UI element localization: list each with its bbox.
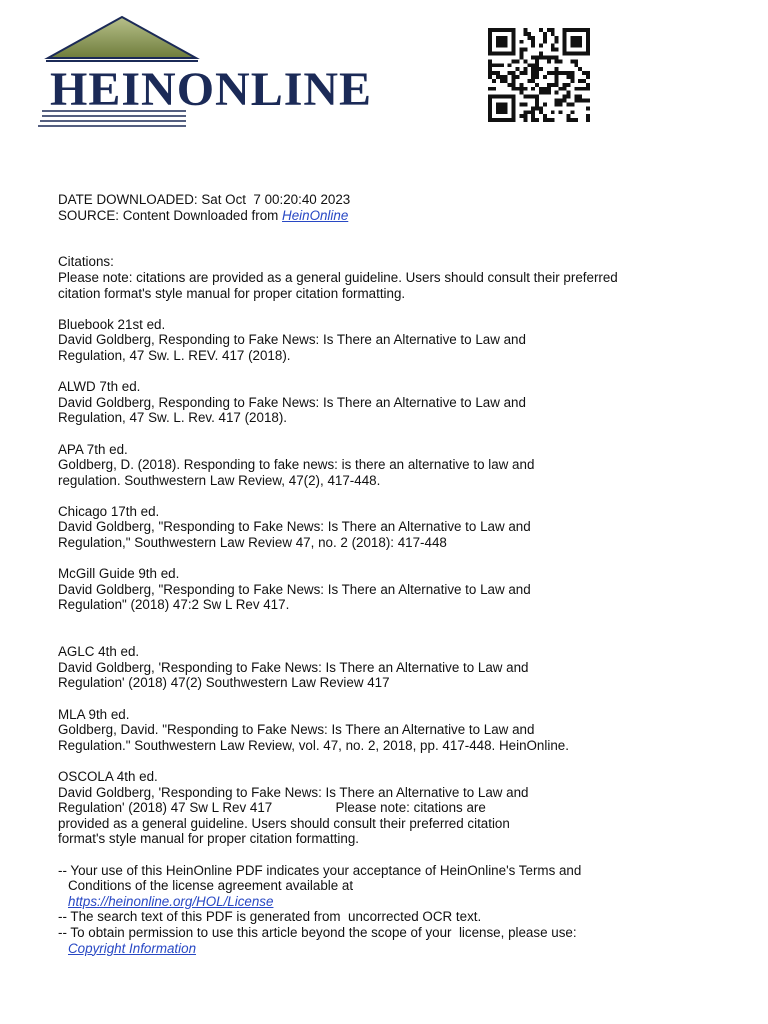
citation-text: Regulation, 47 Sw. L. Rev. 417 (2018). (58, 410, 288, 426)
citation-text: Goldberg, D. (2018). Responding to fake news: is there an alternative to law and (58, 457, 535, 473)
citation-text: format's style manual for proper citation formatting. (58, 831, 359, 847)
citation-style: APA 7th ed. (58, 441, 128, 457)
date-downloaded: DATE DOWNLOADED: Sat Oct 7 00:20:40 2023 (58, 192, 351, 207)
citation-style: MLA 9th ed. (58, 706, 130, 722)
citation-style: OSCOLA 4th ed. (58, 768, 158, 784)
citation-text: regulation. Southwestern Law Review, 47(2), 417-448. (58, 472, 381, 488)
copyright-information-link[interactable]: Copyright Information (68, 940, 197, 956)
license-link[interactable]: https://heinonline.org/HOL/License (68, 893, 274, 909)
citation-text: Regulation." Southwestern Law Review, vol. 47, no. 2, 2018, pp. 417-448. HeinOnline. (58, 737, 569, 753)
terms-line: Conditions of the license agreement available at (68, 878, 354, 894)
citation-text: Regulation," Southwestern Law Review 47, no. 2 (2018): 417-448 (58, 535, 447, 551)
terms-line: -- Your use of this HeinOnline PDF indicates your acceptance of HeinOnline's Terms and (58, 862, 582, 878)
svg-text:HEINONLINE: HEINONLINE (50, 63, 373, 116)
terms-line: -- The search text of this PDF is generated from uncorrected OCR text. (58, 909, 482, 925)
citation-style: ALWD 7th ed. (58, 379, 141, 395)
source-line (58, 208, 738, 224)
citation-text: David Goldberg, 'Responding to Fake News: Is There an Alternative to Law and (58, 659, 529, 675)
citation-text: Regulation" (2018) 47:2 Sw L Rev 417. (58, 597, 290, 613)
heinonline-logo-graphic (36, 14, 428, 132)
citation-text: David Goldberg, "Responding to Fake News: Is There an Alternative to Law and (58, 581, 531, 597)
heinonline-logo (36, 14, 428, 132)
qr-code-icon (487, 28, 591, 122)
heinonline-link[interactable]: HeinOnline (282, 207, 349, 223)
document-body (58, 192, 738, 956)
citation-text: David Goldberg, 'Responding to Fake News: Is There an Alternative to Law and (58, 784, 529, 800)
citations-note-line: Please note: citations are provided as a general guideline. Users should consult their preferred (58, 269, 618, 285)
citation-text: provided as a general guideline. Users should consult their preferred citation (58, 815, 510, 831)
citations-note-line: citation format's style manual for proper citation formatting. (58, 285, 406, 301)
license-link-line (58, 894, 738, 910)
citations-heading: Citations: (58, 254, 114, 270)
citation-style: Chicago 17th ed. (58, 503, 160, 519)
citation-style: Bluebook 21st ed. (58, 316, 166, 332)
citation-text: David Goldberg, "Responding to Fake News: Is There an Alternative to Law and (58, 519, 531, 535)
citation-style: AGLC 4th ed. (58, 644, 140, 660)
citation-text: Regulation' (2018) 47(2) Southwestern Law Review 417 (58, 675, 390, 691)
terms-line: -- To obtain permission to use this article beyond the scope of your license, please use: (58, 924, 577, 940)
citation-text: Regulation, 47 Sw. L. REV. 417 (2018). (58, 347, 291, 363)
citation-text: David Goldberg, Responding to Fake News: Is There an Alternative to Law and (58, 394, 526, 410)
source-prefix: SOURCE: Content Downloaded from (58, 207, 283, 223)
copyright-link-line (58, 941, 738, 957)
citation-text: Goldberg, David. "Responding to Fake News: Is There an Alternative to Law and (58, 722, 535, 738)
citation-text: David Goldberg, Responding to Fake News: Is There an Alternative to Law and (58, 332, 526, 348)
citation-style: McGill Guide 9th ed. (58, 566, 180, 582)
citation-text: Regulation' (2018) 47 Sw L Rev 417 Please note: citations are (58, 800, 486, 816)
